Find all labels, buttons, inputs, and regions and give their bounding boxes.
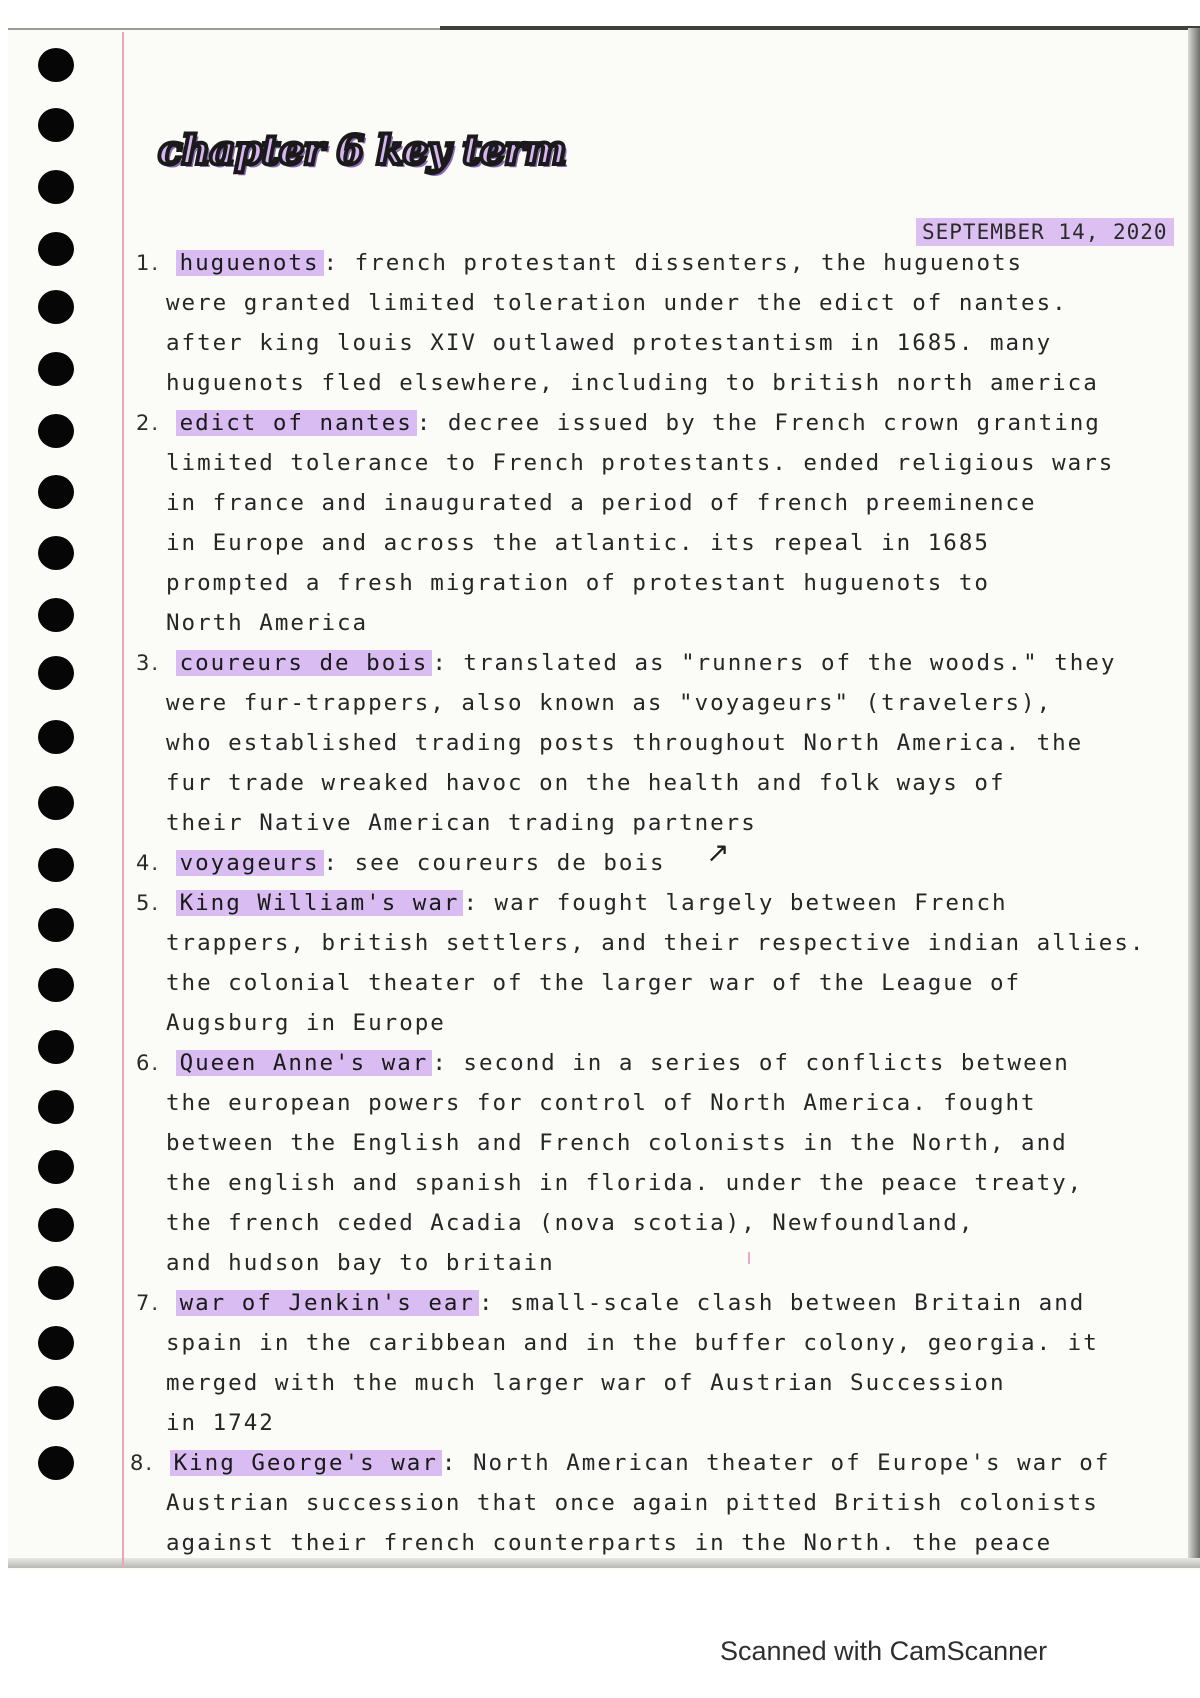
highlighted-term: King George's war: [170, 1450, 442, 1476]
text-line: [166, 686, 1052, 720]
line-text: against their french counterparts in the North. the peace: [166, 1530, 1053, 1556]
line-text: : decree issued by the French crown granting: [416, 410, 1101, 436]
term-line: [136, 406, 1101, 440]
text-line: [166, 1246, 555, 1280]
line-text: fur trade wreaked havoc on the health and folk ways of: [166, 770, 1006, 796]
term-number: 5.: [136, 891, 161, 915]
line-text: huguenots fled elsewhere, including to british north america: [166, 370, 1099, 396]
line-text: Augsburg in Europe: [166, 1010, 446, 1036]
text-line: [166, 566, 990, 600]
text-line: [166, 1006, 446, 1040]
line-text: who established trading posts throughout North America. the: [166, 730, 1084, 756]
highlighted-term: Queen Anne's war: [176, 1050, 433, 1076]
highlighted-term: war of Jenkin's ear: [176, 1290, 479, 1316]
term-number: 7.: [136, 1291, 161, 1315]
line-text: : see coureurs de bois: [323, 850, 666, 876]
line-text: their Native American trading partners: [166, 810, 757, 836]
text-line: [166, 1086, 1037, 1120]
text-line: [166, 326, 1052, 360]
highlighted-term: voyageurs: [176, 850, 324, 876]
term-line: [136, 846, 666, 880]
text-line: [166, 1166, 1083, 1200]
text-line: [166, 726, 1083, 760]
term-line: [136, 646, 1116, 680]
line-text: spain in the caribbean and in the buffer colony, georgia. it: [166, 1330, 1099, 1356]
term-number: 1.: [136, 251, 161, 275]
text-line: [166, 806, 757, 840]
text-line: [166, 366, 1099, 400]
term-number: 6.: [136, 1051, 161, 1075]
line-text: in Europe and across the atlantic. its repeal in 1685: [166, 530, 990, 556]
text-line: [166, 1206, 974, 1240]
term-number: 8.: [130, 1451, 155, 1475]
text-line: [166, 1486, 1099, 1520]
text-line: [166, 286, 1068, 320]
text-line: [166, 1326, 1099, 1360]
text-line: [166, 966, 1021, 1000]
line-text: were fur-trappers, also known as "voyageurs" (travelers),: [166, 690, 1053, 716]
text-line: [166, 446, 1114, 480]
term-line: [130, 1446, 1110, 1480]
line-text: : small-scale clash between Britain and: [478, 1290, 1086, 1316]
text-line: [166, 926, 1145, 960]
line-text: in france and inaugurated a period of french preeminence: [166, 490, 1037, 516]
line-text: the english and spanish in florida. under the peace treaty,: [166, 1170, 1084, 1196]
line-text: : second in a series of conflicts between: [432, 1050, 1070, 1076]
ink-mark: [748, 1252, 750, 1264]
line-text: and hudson bay to britain: [166, 1250, 555, 1276]
line-text: North America: [166, 610, 369, 636]
highlighted-term: coureurs de bois: [176, 650, 433, 676]
highlighted-term: huguenots: [176, 250, 324, 276]
text-line: [166, 1126, 1068, 1160]
highlighted-term: edict of nantes: [176, 410, 417, 436]
term-number: 2.: [136, 411, 161, 435]
term-number: 3.: [136, 651, 161, 675]
term-line: [136, 1046, 1070, 1080]
scanner-watermark: Scanned with CamScanner: [720, 1636, 1048, 1666]
line-text: the colonial theater of the larger war of the League of: [166, 970, 1022, 996]
line-text: : translated as "runners of the woods." they: [432, 650, 1117, 676]
line-text: limited tolerance to French protestants. ended religious wars: [166, 450, 1115, 476]
line-text: : war fought largely between French: [463, 890, 1008, 916]
line-text: the european powers for control of North America. fought: [166, 1090, 1037, 1116]
line-text: Austrian succession that once again pitted British colonists: [166, 1490, 1099, 1516]
date-stamp: SEPTEMBER 14, 2020: [916, 218, 1174, 246]
term-line: [136, 246, 1023, 280]
text-line: [166, 526, 990, 560]
line-text: merged with the much larger war of Austrian Succession: [166, 1370, 1006, 1396]
text-line: [166, 1406, 275, 1440]
term-line: [136, 886, 1008, 920]
line-text: prompted a fresh migration of protestant huguenots to: [166, 570, 990, 596]
line-text: trappers, british settlers, and their respective indian allies.: [166, 930, 1146, 956]
text-line: [166, 606, 368, 640]
text-line: [166, 1366, 1006, 1400]
text-line: [166, 486, 1037, 520]
line-text: between the English and French colonists in the North, and: [166, 1130, 1068, 1156]
line-text: after king louis XIV outlawed protestantism in 1685. many: [166, 330, 1053, 356]
term-number: 4.: [136, 851, 161, 875]
line-text: were granted limited toleration under the edict of nantes.: [166, 290, 1068, 316]
text-line: [166, 766, 1006, 800]
line-text: : french protestant dissenters, the huguenots: [323, 250, 1024, 276]
arrow-icon: ↗: [706, 836, 730, 869]
page-title: chapter 6 key term: [158, 127, 566, 174]
line-text: in 1742: [166, 1410, 275, 1436]
term-line: [136, 1286, 1085, 1320]
line-text: the french ceded Acadia (nova scotia), Newfoundland,: [166, 1210, 975, 1236]
text-line: [166, 1526, 1052, 1560]
highlighted-term: King William's war: [176, 890, 464, 916]
line-text: : North American theater of Europe's war of: [441, 1450, 1111, 1476]
